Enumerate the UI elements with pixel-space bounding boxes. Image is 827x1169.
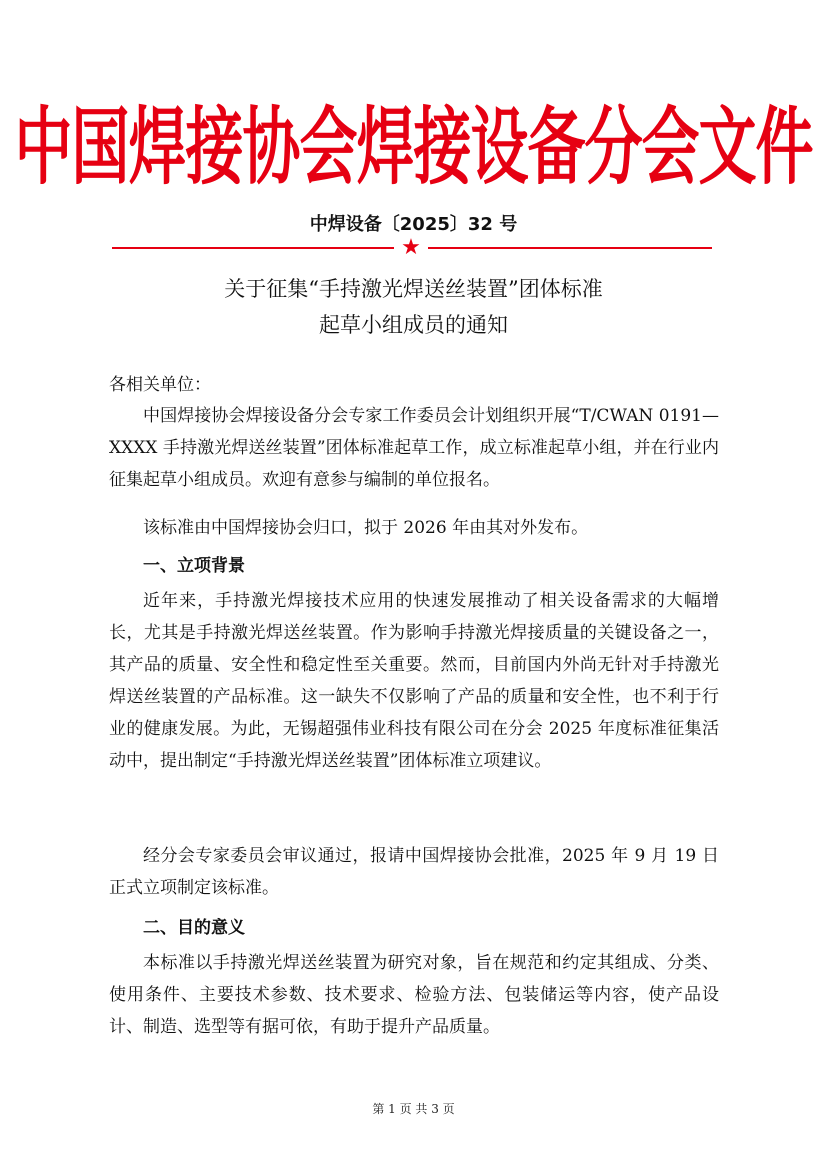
notice-title-line-2: 起草小组成员的通知 [319,313,508,337]
star-icon: ★ [401,235,421,260]
header-divider-right [428,247,712,249]
header-divider-left [112,247,394,249]
paragraph-background: 近年来，手持激光焊接技术应用的快速发展推动了相关设备需求的大幅增长，尤其是手持激光焊送丝装置。作为影响手持激光焊接质量的关键设备之一，其产品的质量、安全性和稳定性至关重要。然而，目前国内外尚无针对手持激光焊送丝装置的产品标准。这一缺失不仅影响了产品的质量和安全性，也不利于行业的健康发展。为此，无锡超强伟业科技有限公司在分会 2025 年度标准征集活动中，提出制定“手持激光焊送丝装置”团体标准立项建议。 [109,591,719,771]
paragraph-intro: 中国焊接协会焊接设备分会专家工作委员会计划组织开展“T/CWAN 0191—XXXX 手持激光焊送丝装置”团体标准起草工作，成立标准起草小组，并在行业内征集起草小组成员。欢迎有意参与编制的单位报名。 [109,406,719,490]
paragraph-approval: 经分会专家委员会审议通过，报请中国焊接协会批准，2025 年 9 月 19 日正式立项制定该标准。 [109,846,719,898]
paragraph-purpose: 本标准以手持激光焊送丝装置为研究对象，旨在规范和约定其组成、分类、使用条件、主要技术参数、技术要求、检验方法、包装储运等内容，使产品设计、制造、选型等有据可依，有助于提升产品质量。 [109,953,719,1037]
paragraph-publishing: 该标准由中国焊接协会归口，拟于 2026 年由其对外发布。 [143,518,589,538]
section-heading-background: 一、立项背景 [143,556,245,576]
document-number: 中焊设备〔2025〕32 号 [309,214,518,235]
document-header-title: 中国焊接协会焊接设备分会文件 [14,97,813,197]
page-footer: 第 1 页 共 3 页 [372,1102,455,1116]
addressee: 各相关单位： [109,375,211,395]
notice-title-line-1: 关于征集“手持激光焊送丝装置”团体标准 [224,277,603,301]
section-heading-purpose: 二、目的意义 [143,918,245,938]
